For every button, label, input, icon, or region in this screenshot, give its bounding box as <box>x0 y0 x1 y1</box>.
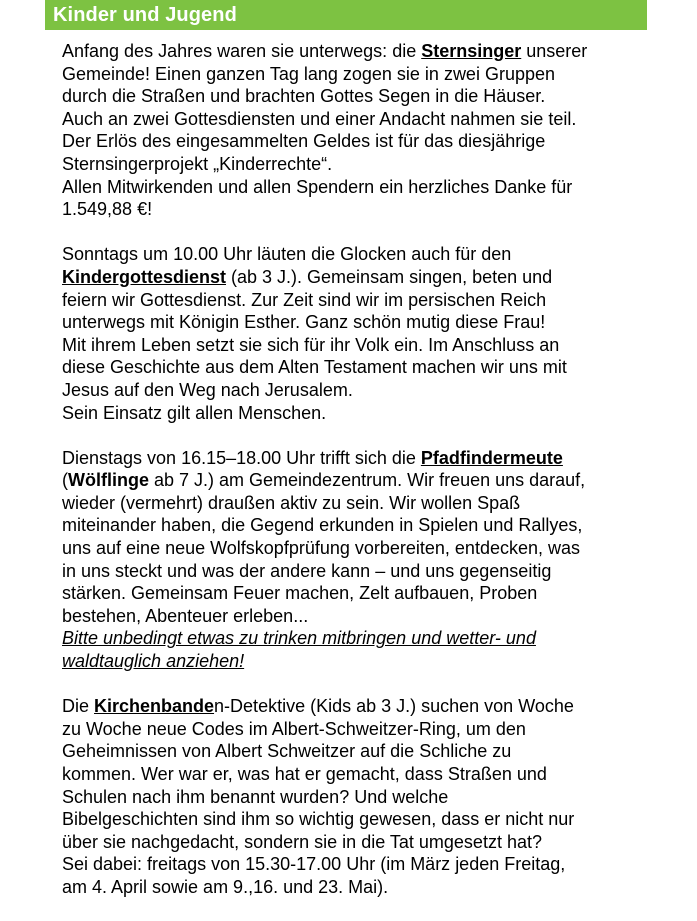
section-header <box>45 0 647 30</box>
paragraph-kirchenbande <box>62 695 662 898</box>
text-line: durch die Straßen und brachten Gottes Segen in die Häuser. <box>62 86 546 107</box>
text-line: am 4. April sowie am 9.,16. und 23. Mai). <box>62 876 389 897</box>
text-line: Sein Einsatz gilt allen Menschen. <box>62 402 327 423</box>
kindergottesdienst-highlight: Kindergottesdienst <box>62 266 227 287</box>
notice-line: waldtauglich anziehen! <box>62 651 245 672</box>
text-line: in uns steckt und was der andere kann – und uns gegenseitig <box>62 560 552 581</box>
text-line: Jesus auf den Weg nach Jerusalem. <box>62 379 353 400</box>
paragraph-pfadfinder <box>62 447 662 673</box>
text-segment: ( <box>62 470 68 491</box>
text-segment: (ab 3 J.). Gemeinsam singen, beten und <box>226 266 553 287</box>
text-line: miteinander haben, die Gegend erkunden in Spielen und Rallyes, <box>62 515 583 536</box>
text-line: Schulen nach ihm benannt wurden? Und welche <box>62 786 449 807</box>
text-line: unterwegs mit Königin Esther. Ganz schön mutig diese Frau! <box>62 312 546 333</box>
article-body <box>62 40 662 921</box>
text-line: Mit ihrem Leben setzt sie sich für ihr Volk ein. Im Anschluss an <box>62 334 560 355</box>
text-line: Sternsingerprojekt „Kinderrechte“. <box>62 153 333 174</box>
text-line: wieder (vermehrt) draußen aktiv zu sein. Wir wollen Spaß <box>62 492 521 513</box>
text-line: Sei dabei: freitags von 15.30-17.00 Uhr (im März jeden Freitag, <box>62 854 566 875</box>
text-line: über sie nachgedacht, sondern sie in die Tat umgesetzt hat? <box>62 831 542 852</box>
text-line <box>62 40 662 63</box>
text-line <box>62 695 662 718</box>
text-line <box>62 469 662 492</box>
paragraph-sternsinger <box>62 40 662 221</box>
text-line: diese Geschichte aus dem Alten Testament machen wir uns mit <box>62 357 567 378</box>
text-line: Auch an zwei Gottesdiensten und einer Andacht nahmen sie teil. <box>62 108 577 129</box>
text-line: Geheimnissen von Albert Schweitzer auf die Schliche zu <box>62 741 512 762</box>
pfadfindermeute-highlight: Pfadfindermeute <box>420 447 563 468</box>
text-line <box>62 266 662 289</box>
text-line: Der Erlös des eingesammelten Geldes ist für das diesjährige <box>62 131 546 152</box>
sternsinger-highlight: Sternsinger <box>421 41 522 61</box>
text-line: Bibelgeschichten sind ihm so wichtig gewesen, dass er nicht nur <box>62 809 575 830</box>
text-line: uns auf eine neue Wolfskopfprüfung vorbereiten, entdecken, was <box>62 538 581 559</box>
kirchenbande-highlight: Kirchenbande <box>94 696 215 717</box>
text-line: zu Woche neue Codes im Albert-Schweitzer-Ring, um den <box>62 718 526 739</box>
text-segment: ab 7 J.) am Gemeindezentrum. Wir freuen uns darauf, <box>148 470 586 491</box>
text-line: Allen Mitwirkenden und allen Spendern ein herzliches Danke für <box>62 176 573 197</box>
text-segment: unserer <box>521 41 588 61</box>
donation-amount: 1.549,88 €! <box>62 199 153 220</box>
text-line: bestehen, Abenteuer erleben... <box>62 605 309 626</box>
text-line: kommen. Wer war er, was hat er gemacht, dass Straßen und <box>62 764 547 784</box>
text-line <box>62 447 662 470</box>
woelflinge-highlight: Wölflinge <box>68 470 149 491</box>
text-line: Sonntags um 10.00 Uhr läuten die Glocken auch für den <box>62 244 512 265</box>
paragraph-kindergottesdienst <box>62 243 662 424</box>
text-segment: Die <box>62 696 95 717</box>
text-line: feiern wir Gottesdienst. Zur Zeit sind wir im persischen Reich <box>62 289 547 310</box>
text-line: stärken. Gemeinsam Feuer machen, Zelt aufbauen, Proben <box>62 583 538 604</box>
text-segment: Anfang des Jahres waren sie unterwegs: die <box>62 41 422 61</box>
text-segment: n-Detektive (Kids ab 3 J.) suchen von Woche <box>214 696 574 717</box>
text-segment: Dienstags von 16.15–18.00 Uhr trifft sich die <box>62 447 421 468</box>
text-line: Gemeinde! Einen ganzen Tag lang zogen sie in zwei Gruppen <box>62 63 555 84</box>
notice-line: Bitte unbedingt etwas zu trinken mitbringen und wetter- und <box>62 628 536 649</box>
section-title: Kinder und Jugend <box>53 3 237 26</box>
